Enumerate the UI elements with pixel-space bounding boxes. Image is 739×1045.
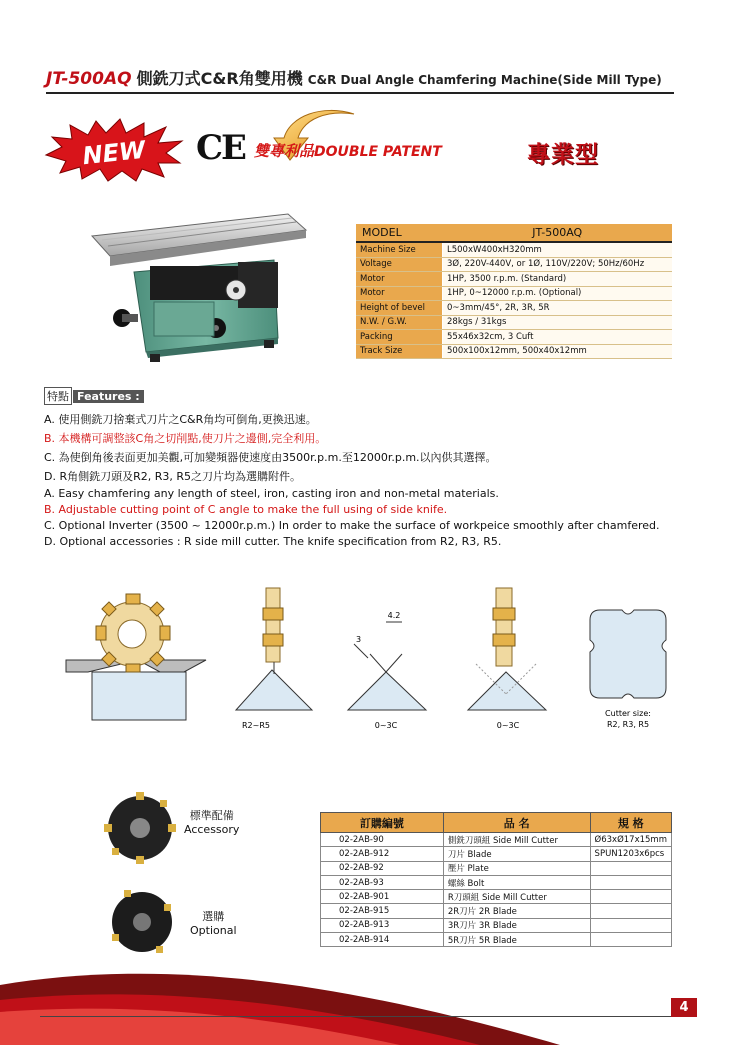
- feature-item: A. 使用側銑刀捨棄式刀片之C&R角均可倒角,更換迅速。: [44, 413, 317, 426]
- standard-en: Accessory: [184, 823, 240, 836]
- spec-value: 1HP, 0~12000 r.p.m. (Optional): [443, 286, 673, 301]
- page-number: 4: [671, 998, 697, 1017]
- standard-cutter-image: [98, 786, 182, 870]
- order-no: 02-2AB-915: [321, 904, 444, 918]
- optional-cutter-image: [100, 880, 184, 964]
- feature-item: D. R角側銑刀頭及R2, R3, R5之刀片均為選購附件。: [44, 470, 302, 483]
- chamfer-diagrams: [56, 582, 696, 732]
- spec-key: Packing: [356, 330, 443, 345]
- cutter-size-values: R2, R3, R5: [606, 720, 650, 729]
- spec-key: Machine Size: [356, 242, 443, 257]
- spec-row: [356, 344, 672, 359]
- spec-row: [356, 242, 672, 257]
- standard-accessory-label: [184, 807, 239, 836]
- c-range-label-1: 0~3C: [374, 721, 398, 730]
- item-name: R刀頭組 Side Mill Cutter: [443, 890, 590, 904]
- feature-item: C. Optional Inverter (3500 ~ 12000r.p.m.) In order to make the surface of workpeice smoothly after chamfered.: [44, 519, 660, 532]
- table-row: [321, 875, 672, 889]
- optional-zh: 選購: [202, 910, 225, 923]
- feature-item: B. Adjustable cutting point of C angle to make the full using of side knife.: [44, 503, 448, 516]
- item-spec: [590, 861, 671, 875]
- order-no: 02-2AB-93: [321, 875, 444, 889]
- c-profile-cutter-diagram: [468, 588, 546, 710]
- item-spec: [590, 933, 671, 947]
- features-heading-en: Features :: [73, 390, 144, 403]
- model-name: JT-500AQ: [46, 69, 132, 89]
- spec-header-key: MODEL: [356, 224, 443, 242]
- spec-value: L500xW400xH320mm: [443, 242, 673, 257]
- machine-photo: [88, 210, 318, 368]
- item-spec: [590, 904, 671, 918]
- item-spec: [590, 890, 671, 904]
- dim-4-2-label: 4.2: [387, 611, 401, 620]
- item-spec: Ø63xØ17x15mm: [590, 833, 671, 847]
- dim-3-label: 3: [356, 635, 362, 644]
- item-name: 2R刀片 2R Blade: [443, 904, 590, 918]
- item-name: 5R刀片 5R Blade: [443, 933, 590, 947]
- c-range-label-2: 0~3C: [496, 721, 520, 730]
- ce-mark: CE: [196, 128, 245, 168]
- title-zh: 側銑刀式C&R角雙用機: [136, 69, 303, 88]
- spec-table: [356, 224, 672, 359]
- features-heading: [44, 387, 144, 403]
- col-spec: 規 格: [590, 813, 671, 833]
- order-no: 02-2AB-90: [321, 833, 444, 847]
- spec-value: 28kgs / 31kgs: [443, 315, 673, 330]
- order-no: 02-2AB-912: [321, 847, 444, 861]
- spec-row: [356, 286, 672, 301]
- order-no: 02-2AB-913: [321, 918, 444, 932]
- spec-key: N.W. / G.W.: [356, 315, 443, 330]
- table-row: [321, 918, 672, 932]
- parts-table: [320, 812, 672, 947]
- spec-row: [356, 257, 672, 272]
- patent-en: DOUBLE PATENT: [314, 144, 442, 160]
- new-badge-text: NEW: [81, 135, 147, 171]
- item-name: 刀片 Blade: [443, 847, 590, 861]
- feature-item: C. 為使倒角後表面更加美觀,可加變頻器使速度由3500r.p.m.至12000r.p.m.以內供其選擇。: [44, 451, 497, 464]
- cutter-workpiece-diagram: [66, 594, 206, 720]
- feature-item: A. Easy chamfering any length of steel, iron, casting iron and non-metal materials.: [44, 487, 499, 500]
- item-name: 螺絲 Bolt: [443, 875, 590, 889]
- footer-rule: [40, 1016, 697, 1017]
- table-row: [321, 904, 672, 918]
- table-row: [321, 847, 672, 861]
- item-name: 3R刀片 3R Blade: [443, 918, 590, 932]
- spec-value: 3Ø, 220V-440V, or 1Ø, 110V/220V; 50Hz/60Hz: [443, 257, 673, 272]
- spec-row: [356, 315, 672, 330]
- title-en: C&R Dual Angle Chamfering Machine(Side Mill Type): [307, 73, 662, 87]
- r-range-label: R2~R5: [242, 721, 270, 730]
- spec-row: [356, 330, 672, 345]
- spec-header-row: [356, 224, 672, 242]
- cutter-blank-shape: [590, 610, 666, 698]
- item-spec: [590, 875, 671, 889]
- patent-zh: 雙專利品: [254, 142, 315, 160]
- feature-item: D. Optional accessories : R side mill cutter. The knife specification from R2, R3, R5.: [44, 535, 502, 548]
- page-title: [46, 66, 674, 94]
- new-badge: [44, 117, 184, 183]
- col-order-no: 訂購編號: [321, 813, 444, 833]
- spec-key: Height of bevel: [356, 301, 443, 316]
- spec-value: 1HP, 3500 r.p.m. (Standard): [443, 272, 673, 287]
- table-row: [321, 933, 672, 947]
- spec-key: Voltage: [356, 257, 443, 272]
- feature-item: B. 本機構可調整該C角之切削點,使刀片之邊側,完全利用。: [44, 432, 327, 445]
- table-row: [321, 833, 672, 847]
- table-row: [321, 890, 672, 904]
- optional-accessory-label: [190, 908, 237, 937]
- item-spec: SPUN1203x6pcs: [590, 847, 671, 861]
- order-no: 02-2AB-914: [321, 933, 444, 947]
- parts-header-row: [321, 813, 672, 833]
- spec-value: 55x46x32cm, 3 Cuft: [443, 330, 673, 345]
- item-name: 側銑刀頭組 Side Mill Cutter: [443, 833, 590, 847]
- table-row: [321, 861, 672, 875]
- spec-row: [356, 301, 672, 316]
- professional-type-label: 專業型: [527, 142, 599, 168]
- standard-zh: 標準配備: [189, 809, 234, 822]
- spec-row: [356, 272, 672, 287]
- features-heading-zh: 特點: [44, 387, 72, 405]
- c-profile-dim-diagram: [348, 611, 426, 710]
- item-spec: [590, 918, 671, 932]
- order-no: 02-2AB-92: [321, 861, 444, 875]
- spec-key: Motor: [356, 272, 443, 287]
- double-patent-label: [254, 140, 442, 161]
- cutter-size-label: Cutter size:: [605, 709, 651, 718]
- spec-key: Motor: [356, 286, 443, 301]
- optional-en: Optional: [190, 924, 237, 937]
- item-name: 壓片 Plate: [443, 861, 590, 875]
- order-no: 02-2AB-901: [321, 890, 444, 904]
- spec-value: 500x100x12mm, 500x40x12mm: [443, 344, 673, 359]
- spec-value: 0~3mm/45°, 2R, 3R, 5R: [443, 301, 673, 316]
- spec-key: Track Size: [356, 344, 443, 359]
- r-profile-diagram: [236, 588, 312, 710]
- spec-header-value: JT-500AQ: [443, 224, 673, 242]
- col-item-name: 品 名: [443, 813, 590, 833]
